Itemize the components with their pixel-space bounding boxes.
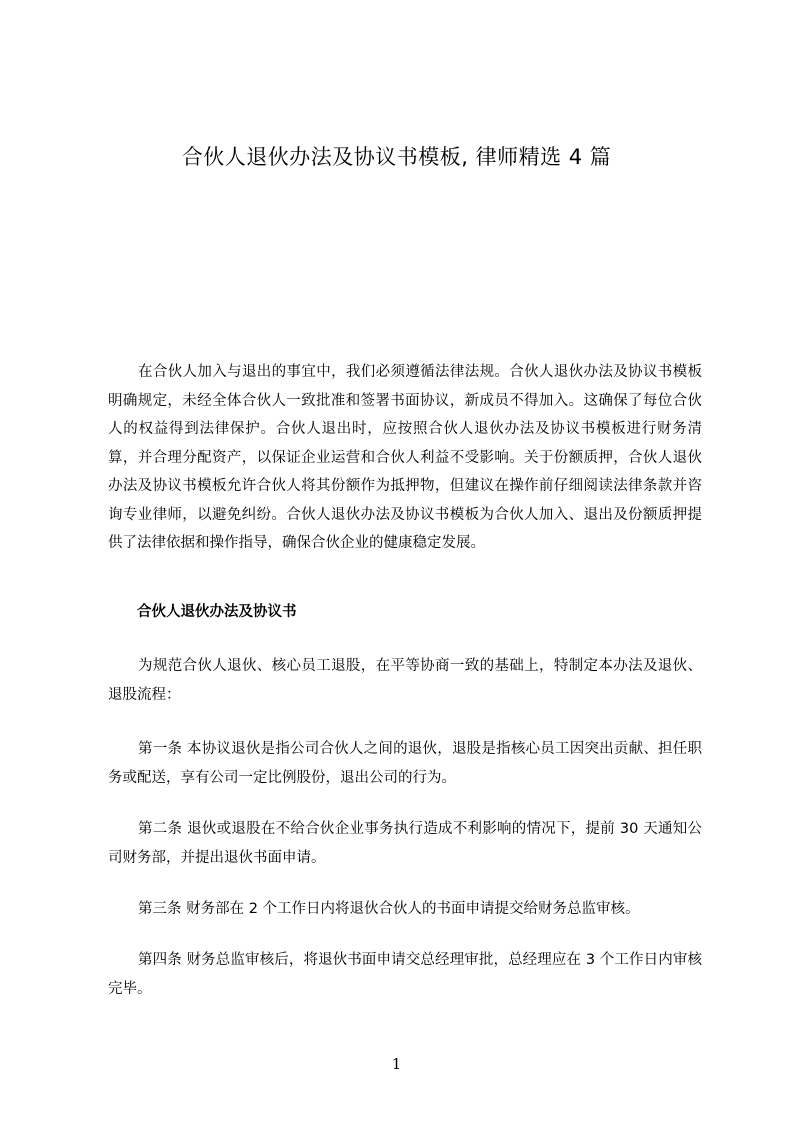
page-number: 1: [391, 1055, 402, 1073]
document-title: 合伙人退伙办法及协议书模板, 律师精选 4 篇: [181, 145, 612, 169]
article-4: 第四条 财务总监审核后，将退伙书面申请交总经理审批，总经理应在 3 个工作日内审核完毕。: [108, 952, 702, 997]
preamble-paragraph: 为规范合伙人退伙、核心员工退股，在平等协商一致的基础上，特制定本办法及退伙、退股流程：: [108, 658, 702, 703]
section-heading: 合伙人退伙办法及协议书: [137, 604, 297, 620]
article-2: 第二条 退伙或退股在不给合伙企业事务执行造成不利影响的情况下，提前 30 天通知公司财务部，并提出退伙书面申请。: [108, 821, 702, 866]
article-3: 第三条 财务部在 2 个工作日内将退伙合伙人的书面申请提交给财务总监审核。: [138, 901, 640, 917]
article-1: 第一条 本协议退伙是指公司合伙人之间的退伙，退股是指核心员工因突出贡献、担任职务或配送，享有公司一定比例股份，退出公司的行为。: [108, 741, 702, 786]
intro-paragraph: 在合伙人加入与退出的事宜中，我们必须遵循法律法规。合伙人退伙办法及协议书模板明确规定，未经全体合伙人一致批准和签署书面协议，新成员不得加入。这确保了每位合伙人的权益得到法律保护。合伙人退出时，应按照合伙人退伙办法及协议书模板进行财务清算，并合理分配资产，以保证企业运营和合伙人利益不受影响。关于份额质押，合伙人退伙办法及协议书模板允许合伙人将其份额作为抵押物，但建议在操作前仔细阅读法律条款并咨询专业律师，以避免纠纷。合伙人退伙办法及协议书模板为合伙人加入、退出及份额质押提供了法律依据和操作指导，确保合伙企业的健康稳定发展。: [108, 364, 702, 551]
